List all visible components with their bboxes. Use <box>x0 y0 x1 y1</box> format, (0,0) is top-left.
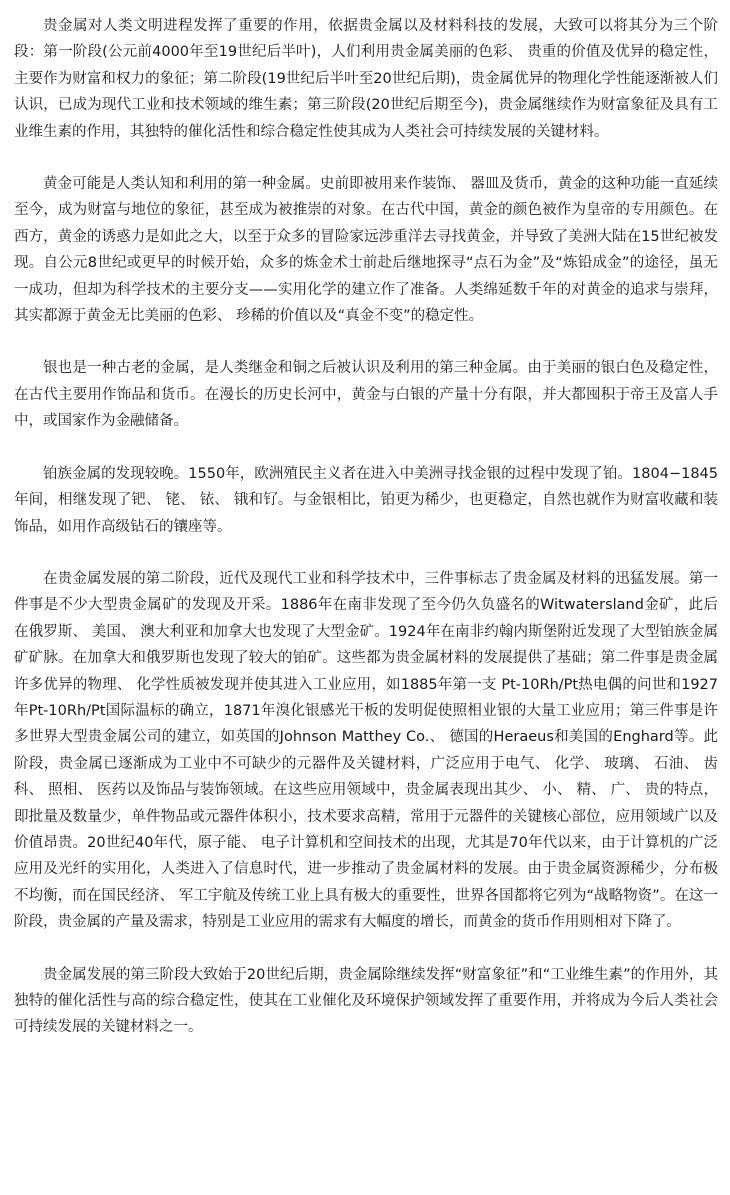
paragraph-gold: 黄金可能是人类认知和利用的第一种金属。史前即被用来作装饰、 器皿及货币，黄金的这种功能一直延续至今，成为财富与地位的象征，甚至成为被推崇的对象。在古代中国，黄金的颜色被作为皇帝的专用颜色。在西方，黄金的诱惑力是如此之大，以至于众多的冒险家远涉重洋去寻找黄金，并导致了美洲大陆在15世纪被发现。自公元8世纪或更早的时候开始，众多的炼金术士前赴后继地探寻“点石为金”及“炼铅成金”的途径，虽无一成功，但却为科学技术的主要分支——实用化学的建立作了准备。人类绵延数千年的对黄金的追求与崇拜，其实都源于黄金无比美丽的色彩、 珍稀的价值以及“真金不变”的稳定性。 <box>14 176 718 325</box>
paragraph-platinum-group: 铂族金属的发现较晚。1550年，欧洲殖民主义者在进入中美洲寻找金银的过程中发现了铂。1804−1845年间，相继发现了钯、 铑、 铱、 锇和钌。与金银相比，铂更为稀少，也更稳定，自然也就作为财富收藏和装饰品，如用作高级钻石的镶座等。 <box>14 465 718 535</box>
paragraph-three-stages: 贵金属对人类文明进程发挥了重要的作用，依据贵金属以及材料科技的发展，大致可以将其分为三个阶段：第一阶段(公元前4000年至19世纪后半叶)，人们利用贵金属美丽的色彩、 贵重的价值及优异的稳定性，主要作为财富和权力的象征；第二阶段(19世纪后半叶至20世纪后期)，贵金属优异的物理化学性能逐渐被人们认识，已成为现代工业和技术领域的维生素；第三阶段(20世纪后期至今)，贵金属继续作为财富象征及具有工业维生素的作用，其独特的催化活性和综合稳定性使其成为人类社会可持续发展的关键材料。 <box>14 18 718 140</box>
paragraph-silver: 银也是一种古老的金属，是人类继金和铜之后被认识及利用的第三种金属。由于美丽的银白色及稳定性，在古代主要用作饰品和货币。在漫长的历史长河中，黄金与白银的产量十分有限，并大都囤积于帝王及富人手中，或国家作为金融储备。 <box>14 360 718 430</box>
paragraph-third-stage: 贵金属发展的第三阶段大致始于20世纪后期，贵金属除继续发挥“财富象征”和“工业维生素”的作用外，其独特的催化活性与高的综合稳定性，使其在工业催化及环境保护领域发挥了重要作用，并将成为今后人类社会可持续发展的关键材料之一。 <box>14 966 718 1036</box>
document-body <box>14 13 718 1067</box>
paragraph-second-stage: 在贵金属发展的第二阶段，近代及现代工业和科学技术中，三件事标志了贵金属及材料的迅猛发展。第一件事是不少大型贵金属矿的发现及开采。1886年在南非发现了至今仍久负盛名的Witwatersland金矿，此后在俄罗斯、 美国、 澳大利亚和加拿大也发现了大型金矿。1924年在南非约翰内斯堡附近发现了大型铂族金属矿矿脉。在加拿大和俄罗斯也发现了较大的铂矿。这些都为贵金属材料的发展提供了基础；第二件事是贵金属许多优异的物理、 化学性质被发现并使其进入工业应用，如1885年第一支 Pt-10Rh/Pt热电偶的问世和1927年Pt-10Rh/Pt国际温标的确立，1871年溴化银感光干板的发明促使照相业银的大量工业应用；第三件事是许多世界大型贵金属公司的建立，如英国的Johnson Matthey Co.、 德国的Heraeus和美国的Enghard等。此阶段，贵金属已逐渐成为工业中不可缺少的元器件及关键材料，广泛应用于电气、 化学、 玻璃、 石油、 齿科、 照相、 医药以及饰品与装饰领域。在这些应用领域中，贵金属表现出其少、 小、 精、 广、 贵的特点，即批量及数量少，单件物品或元器件体积小，技术要求高精，常用于元器件的关键核心部位，应用领域广以及价值昂贵。20世纪40年代，原子能、 电子计算机和空间技术的出现，尤其是70年代以来，由于计算机的广泛应用及光纤的实用化，人类进入了信息时代，进一步推动了贵金属材料的发展。由于贵金属资源稀少，分布极不均衡，而在国民经济、 军工宇航及传统工业上具有极大的重要性，世界各国都将它列为“战略物资”。在这一阶段，贵金属的产量及需求，特别是工业应用的需求有大幅度的增长，而黄金的货币作用则相对下降了。 <box>14 570 718 931</box>
